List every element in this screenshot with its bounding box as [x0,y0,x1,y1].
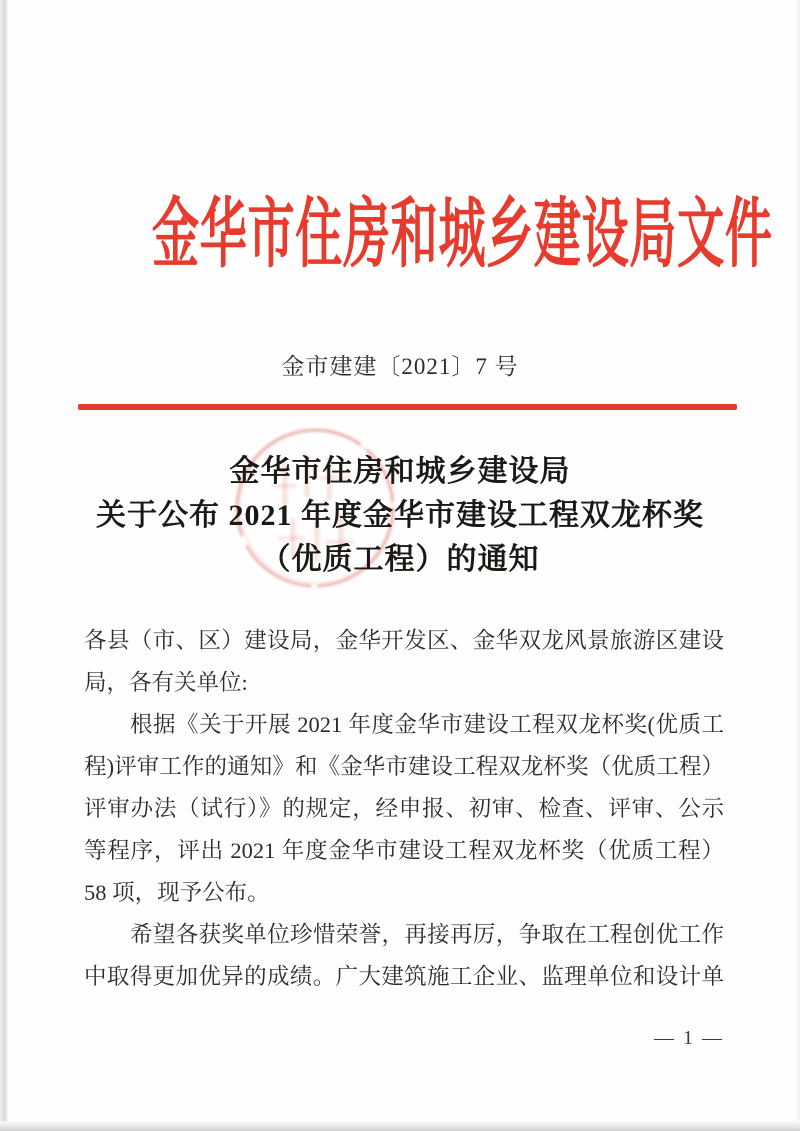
red-separator-rule [78,404,737,410]
agency-banner-title: 金华市住房和城乡建设局文件 [152,192,773,277]
document-number: 金市建建〔2021〕7 号 [281,354,519,379]
body-text-line: 根据《关于开展 2021 年度金华市建设工程双龙杯奖(优质工 [130,712,724,737]
page-number: — 1 — [654,1027,724,1049]
body-text-line: 局，各有关单位: [84,670,248,695]
scan-edge-bottom [0,1121,800,1131]
body-text-line: 58 项，现予公布。 [84,880,270,905]
body-text-line: 评审办法（试行）》的规定，经申报、初审、检查、评审、公示 [84,796,724,821]
document-title-line: 关于公布 2021 年度金华市建设工程双龙杯奖 [96,499,704,532]
body-text-line: 希望各获奖单位珍惜荣誉，再接再厉，争取在工程创优工作 [130,922,724,947]
body-text-line: 中取得更加优异的成绩。广大建筑施工企业、监理单位和设计单 [84,964,724,989]
document-title-line: 金华市住房和城乡建设局 [229,455,571,488]
body-text-line: 各县（市、区）建设局，金华开发区、金华双龙风景旅游区建设 [84,628,724,653]
body-text-line: 等程序，评出 2021 年度金华市建设工程双龙杯奖（优质工程） [84,838,724,863]
document-title [0,450,800,582]
document-title-line: （优质工程）的通知 [260,543,540,576]
body-text-line: 程)评审工作的通知》和《金华市建设工程双龙杯奖（优质工程） [84,754,724,779]
document-body [84,620,724,998]
